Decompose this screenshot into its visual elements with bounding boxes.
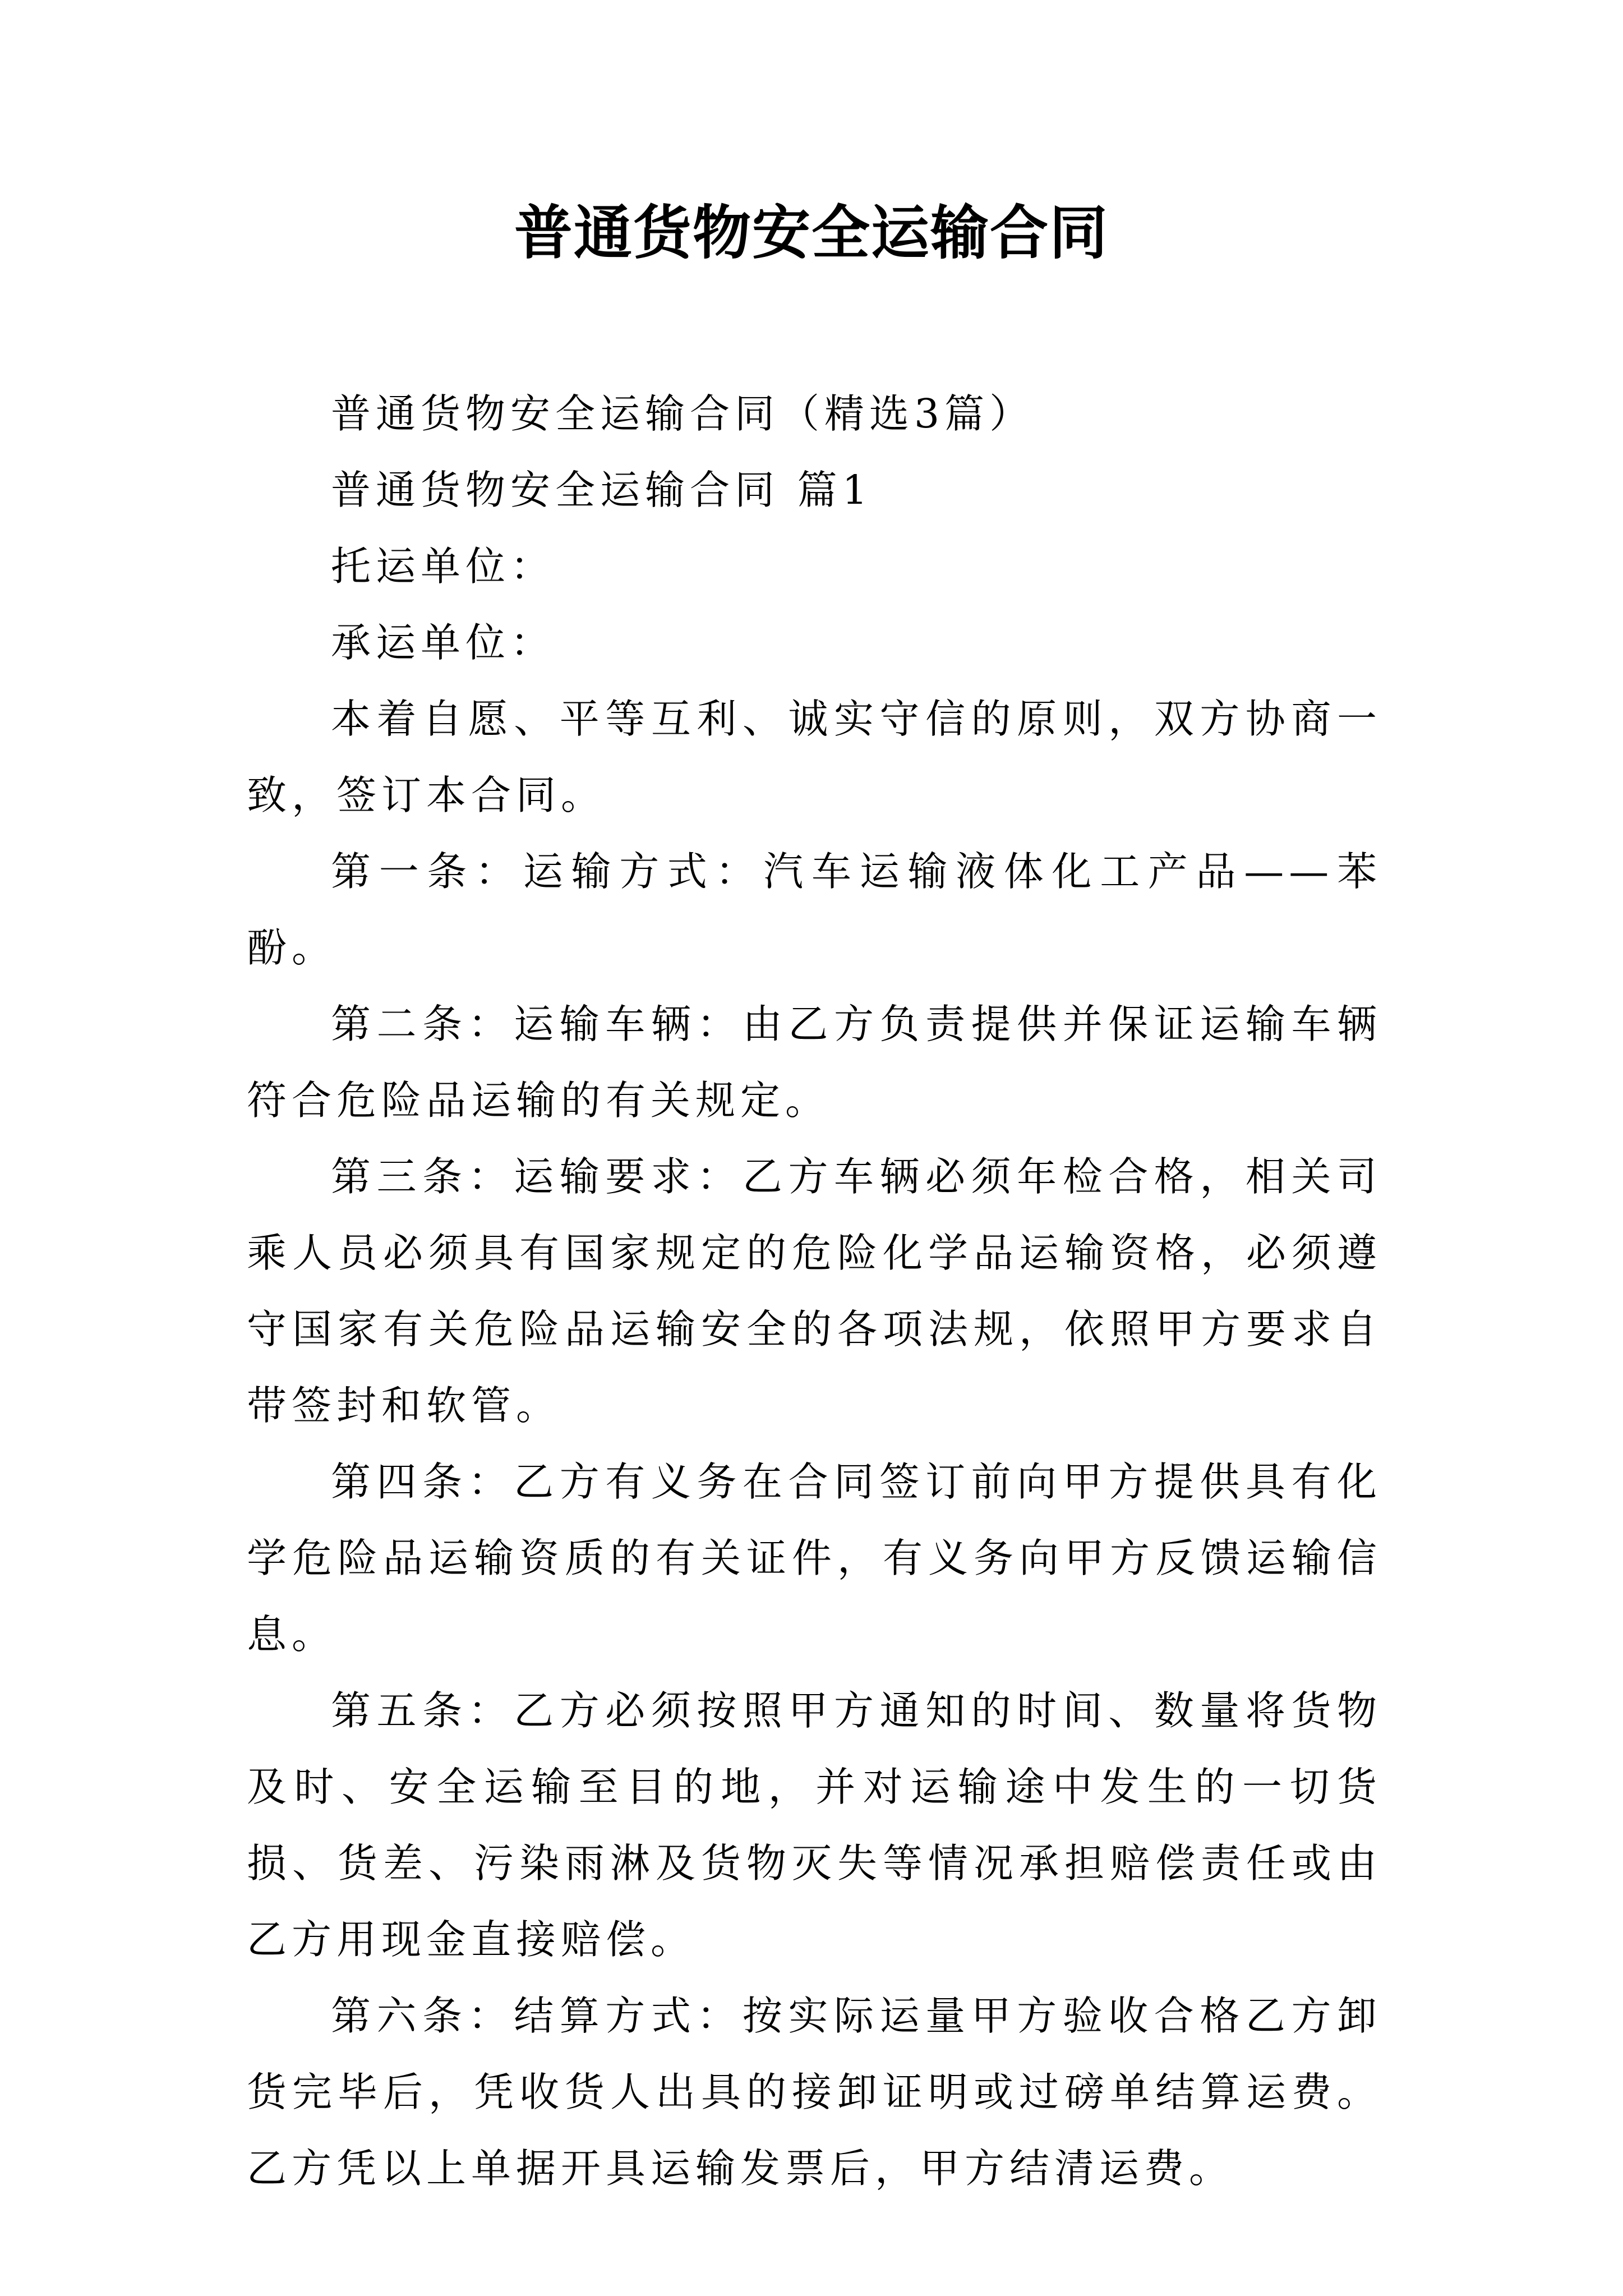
- paragraph-article-2: 第二条：运输车辆：由乙方负责提供并保证运输车辆符合危险品运输的有关规定。: [247, 1001, 1382, 1124]
- paragraph-section-heading: 普通货物安全运输合同 篇1: [331, 467, 873, 513]
- paragraph-article-3: 第三条：运输要求：乙方车辆必须年检合格，相关司乘人员必须具有国家规定的危险化学品运输资格，必须遵守国家有关危险品运输安全的各项法规，依照甲方要求自带签封和软管。: [247, 1153, 1382, 1429]
- paragraph-article-5: 第五条：乙方必须按照甲方通知的时间、数量将货物及时、安全运输至目的地，并对运输途中发生的一切货损、货差、污染雨淋及货物灭失等情况承担赔偿责任或由乙方用现金直接赔偿。: [247, 1687, 1382, 1963]
- document-title: 普通货物安全运输合同: [514, 198, 1109, 267]
- document-body: [247, 376, 1382, 2207]
- paragraph-subtitle: 普通货物安全运输合同（精选3篇）: [331, 390, 1035, 437]
- paragraph-article-6: 第六条：结算方式：按实际运量甲方验收合格乙方卸货完毕后，凭收货人出具的接卸证明或过磅单结算运费。乙方凭以上单据开具运输发票后，甲方结清运费。: [247, 1993, 1382, 2192]
- paragraph-consignor: 托运单位：: [331, 543, 556, 590]
- paragraph-article-1: 第一条：运输方式：汽车运输液体化工产品——苯酚。: [247, 848, 1382, 971]
- paragraph-preamble: 本着自愿、平等互利、诚实守信的原则，双方协商一致，签订本合同。: [247, 696, 1382, 818]
- paragraph-article-4: 第四条：乙方有义务在合同签订前向甲方提供具有化学危险品运输资质的有关证件，有义务向甲方反馈运输信息。: [247, 1458, 1382, 1658]
- paragraph-carrier: 承运单位：: [331, 619, 556, 666]
